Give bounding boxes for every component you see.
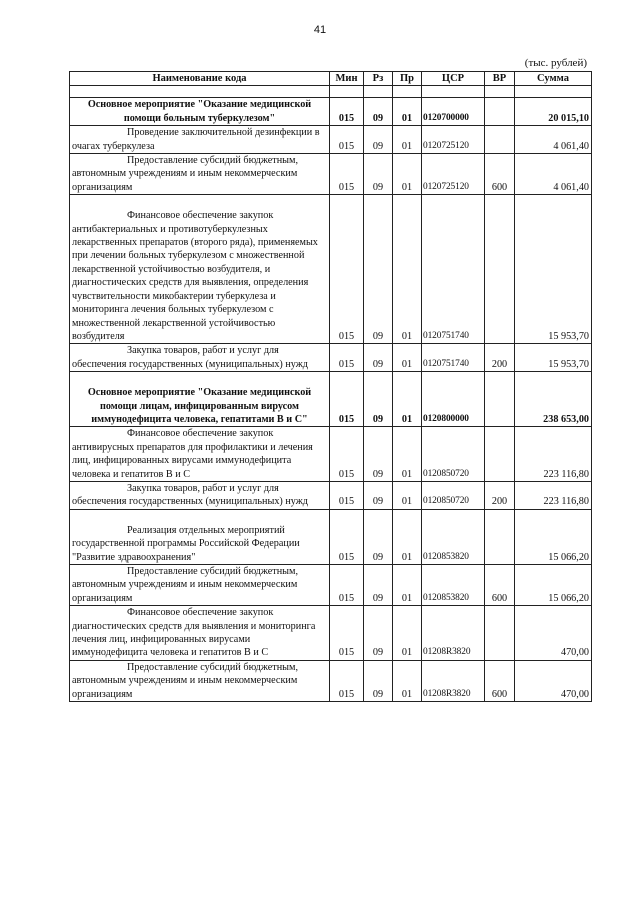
row-name: Закупка товаров, работ и услуг для обеспечения государственных (муниципальных) нужд [70,481,330,509]
row-name: Реализация отдельных мероприятий государственной программы Российской Федерации "Развитие здравоохранения" [70,509,330,564]
row-csr: 01208R3820 [422,660,485,701]
row-min: 015 [330,481,364,509]
row-name: Предоставление субсидий бюджетным, автономным учреждениям и иным некоммерческим организациям [70,660,330,701]
table-row [70,660,592,701]
row-pr: 01 [393,154,422,195]
row-rz: 09 [364,565,393,606]
row-pr: 01 [393,195,422,344]
row-sum: 238 653,00 [515,372,592,427]
row-min: 015 [330,509,364,564]
row-vr: 600 [485,660,515,701]
row-sum: 470,00 [515,660,592,701]
table-row [70,427,592,482]
row-rz: 09 [364,372,393,427]
table-row [70,195,592,344]
row-rz: 09 [364,660,393,701]
row-sum: 470,00 [515,606,592,661]
row-min: 015 [330,154,364,195]
row-pr: 01 [393,427,422,482]
row-vr: 600 [485,565,515,606]
page-number: 41 [313,24,327,36]
table-row [70,154,592,195]
table-row [70,565,592,606]
row-name: Проведение заключительной дезинфекции в очагах туберкулеза [70,126,330,154]
row-rz: 09 [364,427,393,482]
row-name: Предоставление субсидий бюджетным, автономным учреждениям и иным некоммерческим организациям [70,154,330,195]
header-vr: ВР [485,72,515,86]
row-sum: 223 116,80 [515,481,592,509]
row-pr: 01 [393,98,422,126]
row-vr: 600 [485,154,515,195]
row-min: 015 [330,606,364,661]
row-min: 015 [330,427,364,482]
table-row [70,481,592,509]
row-min: 015 [330,344,364,372]
row-csr: 0120800000 [422,372,485,427]
row-pr: 01 [393,126,422,154]
row-csr: 0120853820 [422,565,485,606]
row-csr: 0120751740 [422,344,485,372]
row-csr: 0120725120 [422,154,485,195]
row-name: Предоставление субсидий бюджетным, автономным учреждениям и иным некоммерческим организациям [70,565,330,606]
row-name: Закупка товаров, работ и услуг для обеспечения государственных (муниципальных) нужд [70,344,330,372]
table-header-row [70,72,592,86]
row-vr [485,98,515,126]
table-row [70,344,592,372]
row-min: 015 [330,195,364,344]
row-pr: 01 [393,565,422,606]
row-sum: 15 066,20 [515,565,592,606]
row-sum: 15 953,70 [515,344,592,372]
spacer-row [70,86,592,98]
row-csr: 01208R3820 [422,606,485,661]
budget-table [69,71,592,702]
row-pr: 01 [393,660,422,701]
row-vr [485,126,515,154]
row-rz: 09 [364,195,393,344]
row-rz: 09 [364,344,393,372]
row-vr [485,606,515,661]
row-sum: 15 953,70 [515,195,592,344]
row-csr: 0120853820 [422,509,485,564]
row-min: 015 [330,372,364,427]
row-sum: 223 116,80 [515,427,592,482]
row-pr: 01 [393,344,422,372]
table-row [70,372,592,427]
row-min: 015 [330,126,364,154]
row-min: 015 [330,565,364,606]
row-vr: 200 [485,344,515,372]
row-vr [485,372,515,427]
row-min: 015 [330,660,364,701]
units-label: (тыс. рублей) [524,57,587,69]
header-min: Мин [330,72,364,86]
row-sum: 20 015,10 [515,98,592,126]
row-pr: 01 [393,372,422,427]
row-csr: 0120751740 [422,195,485,344]
header-sum: Сумма [515,72,592,86]
row-rz: 09 [364,126,393,154]
row-sum: 4 061,40 [515,126,592,154]
table-row [70,126,592,154]
table-row [70,98,592,126]
header-pr: Пр [393,72,422,86]
row-pr: 01 [393,481,422,509]
table-row [70,606,592,661]
row-vr [485,195,515,344]
header-rz: Рз [364,72,393,86]
row-rz: 09 [364,481,393,509]
row-min: 015 [330,98,364,126]
row-rz: 09 [364,509,393,564]
row-name: Основное мероприятие "Оказание медицинской помощи больным туберкулезом" [70,98,330,126]
row-rz: 09 [364,606,393,661]
row-name: Финансовое обеспечение закупок антивирусных препаратов для профилактики и лечения лиц, инфицированных вирусами иммунодефицита человека и гепатитов В и С [70,427,330,482]
row-csr: 0120850720 [422,481,485,509]
row-vr [485,427,515,482]
row-csr: 0120725120 [422,126,485,154]
row-vr: 200 [485,481,515,509]
row-csr: 0120850720 [422,427,485,482]
row-pr: 01 [393,509,422,564]
row-sum: 15 066,20 [515,509,592,564]
row-rz: 09 [364,98,393,126]
header-csr: ЦСР [422,72,485,86]
header-name: Наименование кода [70,72,330,86]
row-name: Финансовое обеспечение закупок антибактериальных и противотуберкулезных лекарственных препаратов (второго ряда), применяемых при лечении больных туберкулезом с множественной лекарственной устойчивостью возбудителя, и диагностических средств для выявления, определения чувствительности микобактерии туберкулеза и мониторинга лечения больных туберкулезом с множественной лекарственной устойчивостью возбудителя [70,195,330,344]
row-pr: 01 [393,606,422,661]
row-sum: 4 061,40 [515,154,592,195]
row-name: Финансовое обеспечение закупок диагностических средств для выявления и мониторинга лечения лиц, инфицированных вирусами иммунодефицита человека и гепатитов В и С [70,606,330,661]
row-name: Основное мероприятие "Оказание медицинской помощи лицам, инфицированным вирусом иммунодефицита человека, гепатитами В и С" [70,372,330,427]
row-csr: 0120700000 [422,98,485,126]
table-row [70,509,592,564]
row-vr [485,509,515,564]
row-rz: 09 [364,154,393,195]
